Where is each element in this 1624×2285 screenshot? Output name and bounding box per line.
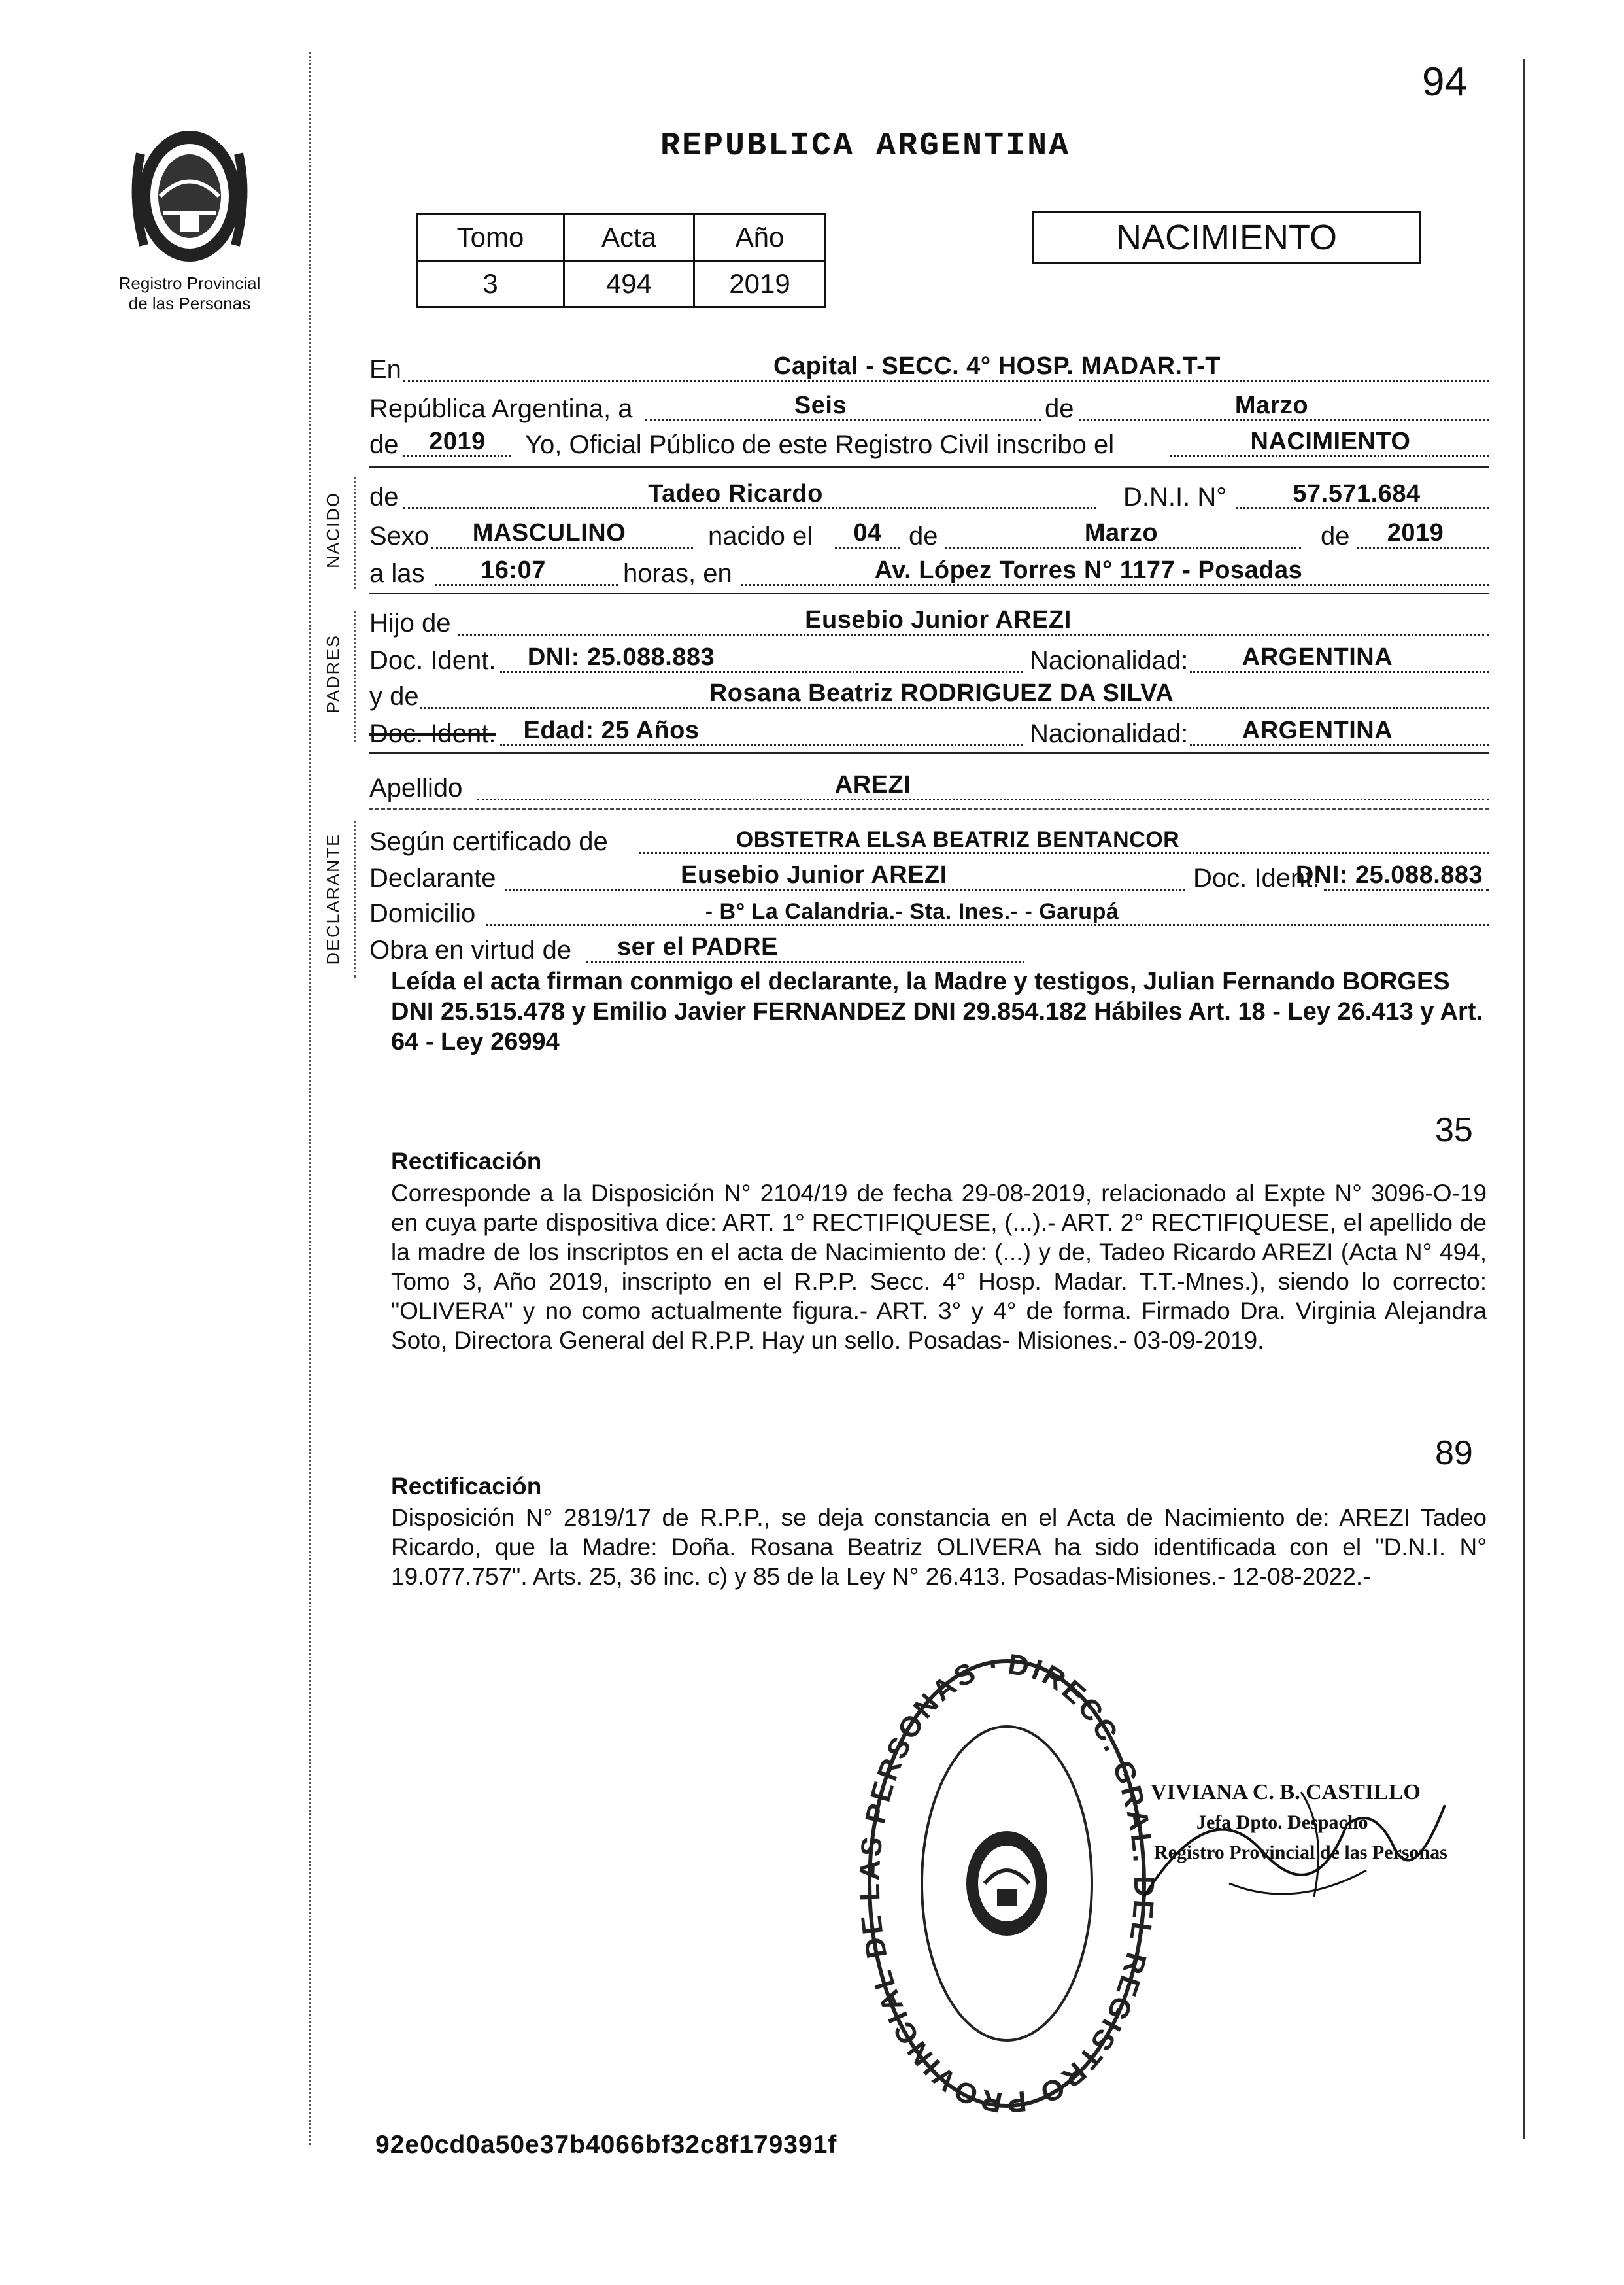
anio-value: 2019 (694, 261, 826, 307)
label-yo-oficial: Yo, Oficial Público de este Registro Civil inscribo el (525, 430, 1115, 459)
value-sexo: MASCULINO (472, 519, 626, 547)
row-declarante (369, 862, 1489, 896)
tomo-header: Tomo (417, 215, 564, 261)
value-mes: Marzo (1234, 392, 1309, 419)
divider-apellido-top (369, 752, 1489, 754)
label-segun-certificado: Según certificado de (369, 827, 608, 856)
label-doc-ident-madre: Doc. Ident. (369, 719, 496, 748)
value-dni: 57.571.684 (1293, 480, 1421, 507)
dots-apellido (477, 799, 1489, 800)
label-a-las: a las (369, 559, 425, 588)
label-dni: D.N.I. N° (1123, 483, 1227, 511)
value-apellido: AREZI (834, 771, 911, 799)
label-declarante: DECLARANTE (323, 833, 343, 965)
label-y-de: y de (369, 682, 419, 711)
row-madre (369, 680, 1489, 714)
label-nacionalidad-padre: Nacionalidad: (1030, 646, 1189, 675)
section-rule-nacido (354, 477, 356, 589)
value-madre-edad: Edad: 25 Años (523, 717, 700, 744)
row-apellido (369, 772, 1489, 806)
rectificacion-1-title: Rectificación (391, 1148, 542, 1175)
label-apellido: Apellido (369, 774, 463, 802)
stamp-text: DIRECC. GRAL. DEL REGISTRO PROVINCIAL DE LAS PERSONAS · (856, 1648, 1157, 2119)
country-title: REPUBLICA ARGENTINA (660, 128, 1071, 165)
value-nac-mes: Marzo (1084, 519, 1159, 547)
stamp-oval-icon (856, 1648, 1157, 2119)
divider-padres-top (369, 593, 1489, 594)
value-declarante: Eusebio Junior AREZI (681, 861, 947, 889)
value-lugar: Capital - SECC. 4° HOSP. MADAR.T-T (773, 352, 1221, 380)
signer-role: Jefa Dpto. Despacho (1196, 1812, 1368, 1833)
label-de-nombre: de (369, 483, 399, 511)
tomo-value: 3 (417, 261, 564, 307)
divider-declarante-top (369, 808, 1489, 810)
label-padres: PADRES (323, 634, 343, 714)
registration-value-row (417, 261, 826, 307)
value-padre: Eusebio Junior AREZI (805, 606, 1072, 634)
value-nac-dia: 04 (853, 519, 882, 547)
label-de-nac-mes: de (909, 522, 938, 551)
value-padre-doc: DNI: 25.088.883 (527, 644, 715, 671)
label-nacido-el: nacido el (708, 522, 813, 551)
section-rule-padres (354, 611, 356, 742)
registration-table (416, 213, 826, 308)
label-republica: República Argentina, a (369, 394, 633, 423)
registry-name (88, 273, 291, 314)
row-fecha (369, 392, 1489, 426)
value-anio: 2019 (429, 428, 486, 455)
label-hijo-de: Hijo de (369, 609, 451, 638)
acta-header: Acta (564, 215, 694, 261)
value-nac-anio: 2019 (1387, 519, 1444, 547)
label-doc-ident-padre: Doc. Ident. (369, 646, 496, 675)
act-type-box: NACIMIENTO (1032, 211, 1421, 264)
signer-name: VIVIANA C. B. CASTILLO (1151, 1780, 1421, 1804)
label-de-anio: de (369, 430, 399, 459)
value-padre-nac: ARGENTINA (1242, 644, 1393, 671)
page-number: 94 (1422, 60, 1467, 105)
value-domicilio: - B° La Calandria.- Sta. Ines.- - Garupá (705, 899, 1119, 924)
acta-value: 494 (564, 261, 694, 307)
value-madre-nac: ARGENTINA (1242, 717, 1393, 744)
rectificacion-1-body: Corresponde a la Disposición N° 2104/19 de fecha 29-08-2019, relacionado al Expte N° 3096-O-19 en cuya parte dispositiva dice: ART. 1° RECTIFIQUESE, (...).- ART. 2° RECTIFIQUESE, el apellido de la madre de los inscriptos en el acta de Nacimiento de: (...) y de, Tadeo Ricardo AREZI (Acta N° 494, Tomo 3, Año 2019, inscripto en el R.P.P. Secc. 4° Hosp. Madar. T.T.-Mnes.), siendo lo correcto: "OLIVERA" y no como actualmente figura.- ART. 3° y 4° de forma. Firmado Dra. Virginia Alejandra Soto, Directora General del R.P.P. Hay un sello. Posadas- Misiones.- 03-09-2019. (391, 1180, 1487, 1354)
misiones-crest-icon (114, 114, 265, 271)
row-padre-doc (369, 644, 1489, 678)
label-horas-en: horas, en (623, 559, 732, 588)
right-margin-line (1523, 59, 1525, 2139)
label-nacionalidad-madre: Nacionalidad: (1030, 719, 1189, 748)
value-madre: Rosana Beatriz RODRIGUEZ DA SILVA (709, 679, 1174, 707)
row-certificado (369, 825, 1489, 859)
label-en: En (369, 355, 401, 384)
document-hash: 92e0cd0a50e37b4066bf32c8f179391f (375, 2131, 837, 2159)
value-lugar-nac: Av. López Torres N° 1177 - Posadas (874, 557, 1303, 584)
label-declarante: Declarante (369, 864, 496, 893)
label-nacido: NACIDO (323, 492, 343, 569)
label-sexo: Sexo (369, 522, 430, 551)
row-nombre (369, 481, 1489, 515)
rectificacion-2-number: 89 (1435, 1434, 1473, 1472)
row-madre-doc (369, 717, 1489, 751)
row-hora (369, 557, 1489, 591)
value-nombre: Tadeo Ricardo (648, 480, 823, 507)
label-obra-en-virtud: Obra en virtud de (369, 936, 572, 965)
official-stamp (856, 1648, 1157, 2119)
rectificacion-2-body: Disposición N° 2819/17 de R.P.P., se deja constancia en el Acta de Nacimiento de: AREZI Tadeo Ricardo, que la Madre: Doña. Rosana Beatriz OLIVERA ha sido identificada con el "D.N.I. N° 19.077.757". Arts. 25, 36 inc. c) y 85 de la Ley N° 26.413. Posadas-Misiones.- 12-08-2022.- (391, 1504, 1487, 1590)
label-doc-ident-declarante: Doc. Ident. (1193, 864, 1320, 893)
registry-seal (114, 114, 265, 271)
registration-header-row (417, 215, 826, 261)
divider-nacido-top (369, 466, 1489, 468)
value-dia: Seis (794, 392, 847, 419)
anio-header: Año (694, 215, 826, 261)
left-margin-line (309, 52, 311, 2145)
row-virtud (369, 934, 1489, 968)
value-virtud: ser el PADRE (617, 933, 779, 961)
label-de-mes: de (1045, 394, 1074, 423)
row-domicilio (369, 897, 1489, 931)
row-inscribo (369, 428, 1489, 462)
value-acta-tipo: NACIMIENTO (1250, 428, 1411, 455)
signer-org: Registro Provincial de las Personas (1154, 1842, 1447, 1863)
row-sexo (369, 520, 1489, 554)
row-en (369, 353, 1489, 387)
registry-name-line2: de las Personas (128, 294, 251, 313)
section-rule-declarante (354, 821, 356, 978)
row-padre (369, 607, 1489, 641)
label-de-nac-anio: de (1321, 522, 1350, 551)
value-certificado: OBSTETRA ELSA BEATRIZ BENTANCOR (736, 827, 1180, 852)
rectificacion-1-number: 35 (1435, 1111, 1473, 1149)
label-domicilio: Domicilio (369, 899, 476, 928)
firma-text: Leída el acta firman conmigo el declarante, la Madre y testigos, Julian Fernando BORGES DNI 25.515.478 y Emilio Javier FERNANDEZ DNI 29.854.182 Hábiles Art. 18 - Ley 26.413 y Art. 64 - Ley 26994 (391, 968, 1483, 1056)
value-declarante-doc: DNI: 25.088.883 (1295, 861, 1483, 889)
registry-name-line1: Registro Provincial (118, 273, 261, 293)
rectificacion-2-title: Rectificación (391, 1473, 542, 1500)
value-hora: 16:07 (481, 557, 546, 584)
